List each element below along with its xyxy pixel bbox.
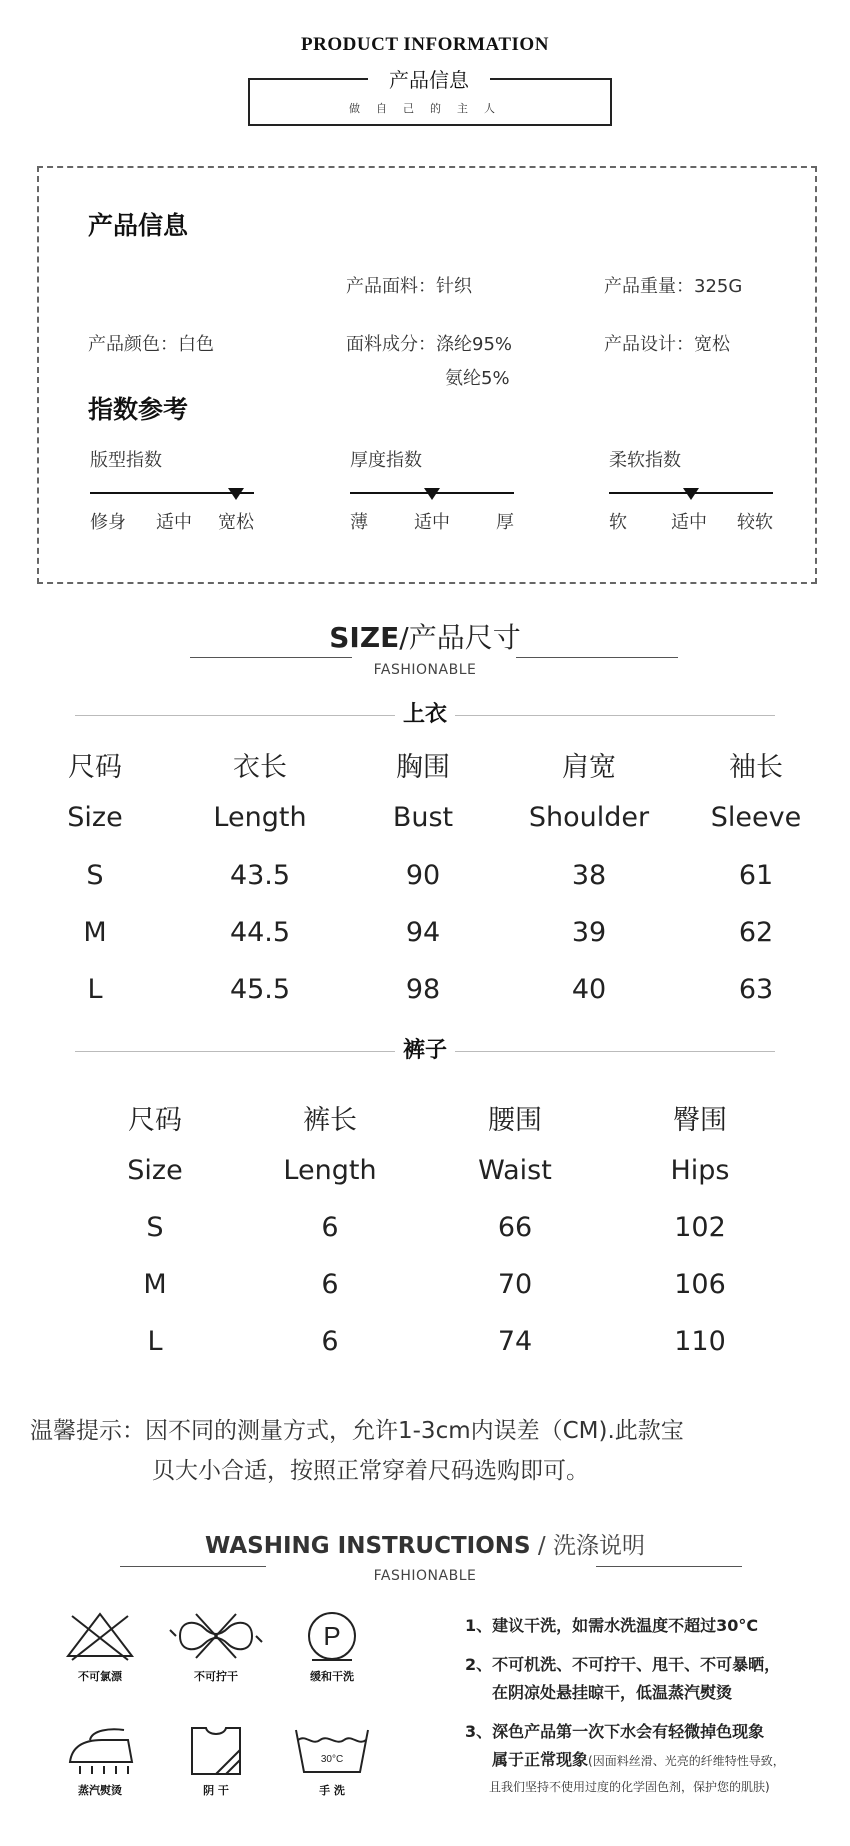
info-color: 产品颜色：白色 — [88, 334, 214, 355]
scale-label-low: 薄 — [350, 512, 368, 533]
table-cell: S — [86, 860, 104, 891]
top-label-wrap — [0, 697, 850, 728]
table-cell: 40 — [571, 974, 607, 1005]
table-header: 腰围 — [488, 1105, 542, 1136]
scale-label-mid: 适中 — [671, 512, 707, 533]
table-cell: 106 — [674, 1269, 726, 1300]
dry-clean-icon — [282, 1608, 382, 1664]
table-header: 胸围 — [396, 752, 450, 783]
table-header: Sleeve — [710, 802, 802, 833]
table-cell: M — [143, 1269, 167, 1300]
table-row — [0, 974, 850, 1005]
top-label: 上衣 — [395, 702, 455, 727]
table-cell: 70 — [497, 1269, 533, 1300]
scale-title: 厚度指数 — [350, 450, 422, 471]
table-cell: 6 — [321, 1326, 339, 1357]
index-section-title: 指数参考 — [88, 395, 189, 424]
table-header: Bust — [392, 802, 454, 833]
wash-instruction-3c: (因面料丝滑、光亮的纤维特性导致， — [588, 1754, 785, 1768]
table-row — [0, 860, 850, 891]
table-header: Waist — [478, 1155, 552, 1186]
table-header: 尺码 — [68, 752, 122, 783]
scale-marker — [424, 488, 440, 500]
header-title-en: PRODUCT INFORMATION — [301, 34, 549, 55]
table-cell: 66 — [497, 1212, 533, 1243]
icon-label: 不可氯漂 — [78, 1670, 122, 1683]
wash-instruction-2a: 2、不可机洗、不可拧干、甩干、不可暴晒， — [465, 1655, 781, 1674]
no-wring — [166, 1608, 266, 1688]
scale-fit — [90, 446, 260, 536]
no-bleach — [50, 1608, 150, 1688]
table-cell: 43.5 — [229, 860, 291, 891]
icon-label: 不可拧干 — [194, 1670, 238, 1683]
steam-iron-icon — [50, 1722, 150, 1778]
scale-label-high: 厚 — [496, 512, 514, 533]
header-subtitle: 做自己的主人 — [349, 102, 511, 115]
scale-title: 版型指数 — [90, 450, 162, 471]
wash-instruction-1: 1、建议干洗，如需水洗温度不超过30°C — [465, 1616, 759, 1635]
table-cell: 61 — [738, 860, 774, 891]
scale-label-mid: 适中 — [156, 512, 192, 533]
header-line-left — [248, 78, 368, 80]
table-header: 臀围 — [673, 1105, 727, 1136]
info-weight: 产品重量：325G — [604, 276, 743, 297]
table-cell: 98 — [405, 974, 441, 1005]
table-cell: 102 — [674, 1212, 726, 1243]
size-fashionable: FASHIONABLE — [373, 662, 477, 678]
pants-label: 裤子 — [395, 1038, 455, 1063]
top-header-cn — [0, 745, 850, 784]
scale-label-high: 较软 — [737, 512, 773, 533]
washing-title-bold: WASHING INSTRUCTIONS — [205, 1533, 531, 1559]
header-title-cn: 产品信息 — [389, 68, 469, 92]
washing-title-rest: / 洗涤说明 — [530, 1533, 645, 1559]
shade-dry — [166, 1722, 266, 1802]
scale-marker — [683, 488, 699, 500]
washing-line-left — [120, 1566, 266, 1567]
washing-title — [0, 1527, 850, 1560]
table-cell: 6 — [321, 1269, 339, 1300]
table-header: Shoulder — [528, 802, 650, 833]
dry-clean-glyph: P — [323, 1621, 341, 1651]
scale-marker — [228, 488, 244, 500]
table-cell: M — [83, 917, 107, 948]
table-header: Length — [283, 1155, 377, 1186]
info-composition: 面料成分：涤纶95% — [346, 334, 513, 355]
icon-label: 缓和干洗 — [310, 1670, 354, 1683]
hand-wash — [282, 1722, 382, 1802]
scale-label-mid: 适中 — [414, 512, 450, 533]
icon-label: 蒸汽熨烫 — [78, 1784, 122, 1797]
table-cell: 94 — [405, 917, 441, 948]
table-header: 裤长 — [303, 1105, 357, 1136]
scale-label-high: 宽松 — [218, 512, 254, 533]
hand-wash-icon — [282, 1722, 382, 1778]
wash-instruction-3a: 3、深色产品第一次下水会有轻微掉色现象 — [465, 1722, 765, 1741]
icon-label: 手 洗 — [319, 1784, 345, 1797]
table-cell: 74 — [497, 1326, 533, 1357]
size-note-line2: 贝大小合适，按照正常穿着尺码选购即可。 — [152, 1458, 589, 1484]
size-line-right — [516, 657, 678, 658]
wash-instruction-3d: 且我们坚持不使用过度的化学固色剂，保护您的肌肤) — [489, 1780, 770, 1794]
table-header: 袖长 — [729, 752, 783, 783]
washing-line-right — [596, 1566, 742, 1567]
steam-iron — [50, 1722, 150, 1802]
scale-title: 柔软指数 — [609, 450, 681, 471]
table-cell: 63 — [738, 974, 774, 1005]
table-header: 衣长 — [233, 752, 287, 783]
table-cell: 38 — [571, 860, 607, 891]
wash-instruction-3b — [492, 1747, 842, 1770]
table-cell: 44.5 — [229, 917, 291, 948]
info-section-title: 产品信息 — [88, 211, 189, 240]
no-wring-icon — [166, 1608, 266, 1664]
wash-instruction-3b-bold: 属于正常现象 — [492, 1750, 589, 1769]
size-title-bold: SIZE — [329, 621, 400, 654]
hand-wash-glyph: 30°C — [320, 1754, 344, 1765]
table-header: 尺码 — [128, 1105, 182, 1136]
size-note-line1: 温馨提示：因不同的测量方式，允许1-3cm内误差（CM).此款宝 — [30, 1418, 684, 1444]
table-header: Hips — [670, 1155, 730, 1186]
scale-label-low: 软 — [609, 512, 627, 533]
scale-thickness — [350, 446, 520, 536]
info-composition-2: 氨纶5% — [445, 368, 510, 389]
table-cell: 62 — [738, 917, 774, 948]
gentle-dry-clean — [282, 1608, 382, 1688]
table-cell: 6 — [321, 1212, 339, 1243]
pants-label-wrap — [0, 1033, 850, 1064]
size-section-title — [0, 616, 850, 656]
table-cell: L — [147, 1326, 163, 1357]
table-header: Length — [213, 802, 307, 833]
header-line-right — [490, 78, 610, 80]
shade-dry-icon — [166, 1722, 266, 1778]
size-title-rest: /产品尺寸 — [399, 621, 521, 654]
table-header: 肩宽 — [562, 752, 616, 783]
size-line-left — [190, 657, 352, 658]
table-cell: 45.5 — [229, 974, 291, 1005]
icon-label: 阴 干 — [203, 1784, 229, 1797]
table-cell: L — [87, 974, 103, 1005]
no-bleach-icon — [50, 1608, 150, 1664]
table-cell: S — [146, 1212, 164, 1243]
info-design: 产品设计：宽松 — [604, 334, 730, 355]
scale-softness — [609, 446, 779, 536]
info-fabric: 产品面料：针织 — [346, 276, 472, 297]
table-header: Size — [67, 802, 123, 833]
table-cell: 39 — [571, 917, 607, 948]
table-header: Size — [127, 1155, 183, 1186]
table-cell: 110 — [674, 1326, 726, 1357]
washing-fashionable: FASHIONABLE — [373, 1568, 477, 1584]
table-row — [0, 917, 850, 948]
table-cell: 90 — [405, 860, 441, 891]
wash-instruction-2b: 在阴凉处悬挂晾干，低温蒸汽熨烫 — [492, 1683, 733, 1702]
scale-label-low: 修身 — [90, 512, 126, 533]
top-header-en — [0, 802, 850, 833]
